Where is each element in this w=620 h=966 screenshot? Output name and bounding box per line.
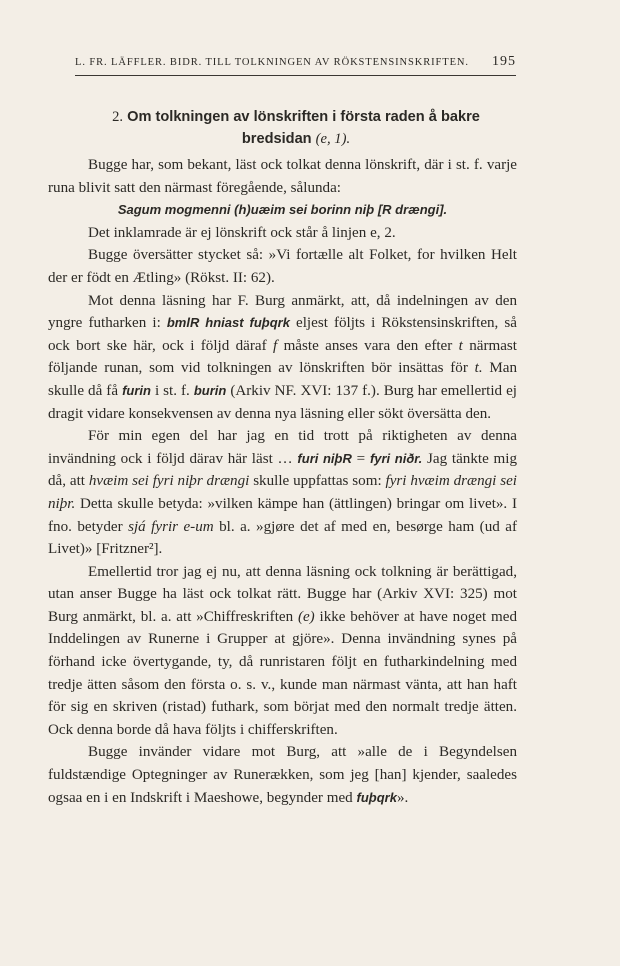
rune-text: fuþqrk <box>356 789 397 805</box>
paragraph-7 <box>48 741 517 809</box>
equals-sign: = <box>356 450 366 467</box>
text-run: Detta skulle betyda: »vilken kämpe han (ättlingen) bringar om livet». I fno. betyder <box>48 495 517 535</box>
text-run: i st. f. <box>154 382 190 399</box>
text-run: Bugge har, som bekant, läst ock tolkat denna lönskrift, där i st. f. varje runa blivit satt den närmast föregående, sålunda: <box>48 157 517 196</box>
rune-text: furi niþR <box>297 450 352 466</box>
text-run: eljest följts i Rökstensinskriften, så ock bort ske här, ock i följd däraf <box>48 315 517 354</box>
text-run: bl. a. »gjøre det af med en, besørge ham (ud af Livet)» [Fritzner²]. <box>48 518 517 558</box>
header-rule <box>75 75 516 76</box>
text-run: Bugge översätter stycket så: »Vi fortælle alt Folket, for hvilken Helt der er födt en Ætling» (Rökst. II: 62). <box>48 247 517 286</box>
heading-line-2 <box>74 128 518 150</box>
text-run: ikke behöver at have noget med Inddelingen av Runerne i Grupper at gjöre». Denna invändning synes på förhand icke övertygande, ty, då runristaren följt en futharkindelning med tredje ätten såsom den första o. s. v., kunde man närmast vänta, att han haft för sig en skriven (ristad) futhark, som börjat med den normalt tredje ätten. Ock denna borde då hava följts i chifferskriften. <box>48 608 517 738</box>
text-run: Emellertid tror jag ej nu, att denna läsning ock tolkning är berättigad, utan anser Bugge ha läst ock tolkat rätt. Bugge har (Arkiv XVI: 325) mot Burg anmärkt, bl. a. att »Chiffreskriften <box>48 563 517 625</box>
text-run: Bugge invänder vidare mot Burg, att »alle de i Begyndelsen fuldstændige Optegninger av Runerækken, som jeg [han] kjender, saaledes ogsaa en i en Indskrift i Maeshowe, begynder med <box>48 744 517 806</box>
section-heading <box>74 106 518 150</box>
text-run: För min egen del har jag en tid trott på riktigheten av denna invändning ock i följd därav här läst … <box>48 428 517 467</box>
heading-reference: (e, 1). <box>315 131 351 147</box>
text-run: Jag tänkte mig då, att <box>48 450 518 490</box>
running-header <box>75 54 516 70</box>
running-title: L. FR. LÄFFLER. BIDR. TILL TOLKNINGEN AV RÖKSTENSINSKRIFTEN. <box>75 57 469 68</box>
italic-letter: t <box>458 337 463 354</box>
closing-quote: ». <box>396 789 409 806</box>
heading-text-2: bredsidan <box>241 131 312 147</box>
section-number: 2. <box>112 109 124 125</box>
rune-text: burin <box>193 382 227 398</box>
italic-phrase: sjá fyrir e-um <box>128 518 214 535</box>
paragraph-2 <box>48 222 517 245</box>
italic-letter: f <box>273 337 278 354</box>
text-run: måste anses vara den efter <box>283 337 453 354</box>
italic-letter: (e) <box>297 608 315 625</box>
italic-phrase: fyri hvæim drængi sei niþr. <box>48 473 517 512</box>
text-run: Det inklamrade är ej lönskrift ock står å linjen e, 2. <box>88 224 396 241</box>
heading-text-1: Om tolkningen av lönskriften i första raden å bakre <box>127 109 480 125</box>
paragraph-6 <box>48 561 517 742</box>
italic-phrase: hvæim sei fyri niþr drængi <box>88 473 250 490</box>
paragraph-5 <box>48 425 517 561</box>
body-text <box>48 154 517 809</box>
paragraph-3 <box>48 244 517 289</box>
page-number: 195 <box>492 54 516 69</box>
text-run: (Arkiv NF. XVI: 137 f.). Burg har emellertid ej dragit vidare konsekvensen av denna nya läsning eller sökt översätta den. <box>48 382 518 422</box>
rune-text: Sagum mogmenni (h)uæim sei borinn niþ [R drængi]. <box>117 202 448 218</box>
paragraph-4 <box>48 290 517 426</box>
text-run: närmast följande runan, som vid tolkningen av lönskriften bör insättas för <box>48 337 517 377</box>
rune-text: fyri niðr. <box>369 450 423 466</box>
runic-transliteration <box>48 199 517 222</box>
text-run: skulle uppfattas som: <box>253 473 382 490</box>
italic-letter: t. <box>474 360 483 377</box>
rune-text: bmlR hniast fuþqrk <box>166 315 290 331</box>
heading-line-1 <box>74 106 518 128</box>
text-run: Mot denna läsning har F. Burg anmärkt, att, då indelningen av den yngre futharken i: <box>48 292 517 332</box>
paragraph-1 <box>48 154 517 199</box>
rune-text: furin <box>122 382 151 398</box>
text-run: Man skulle då få <box>48 360 518 399</box>
